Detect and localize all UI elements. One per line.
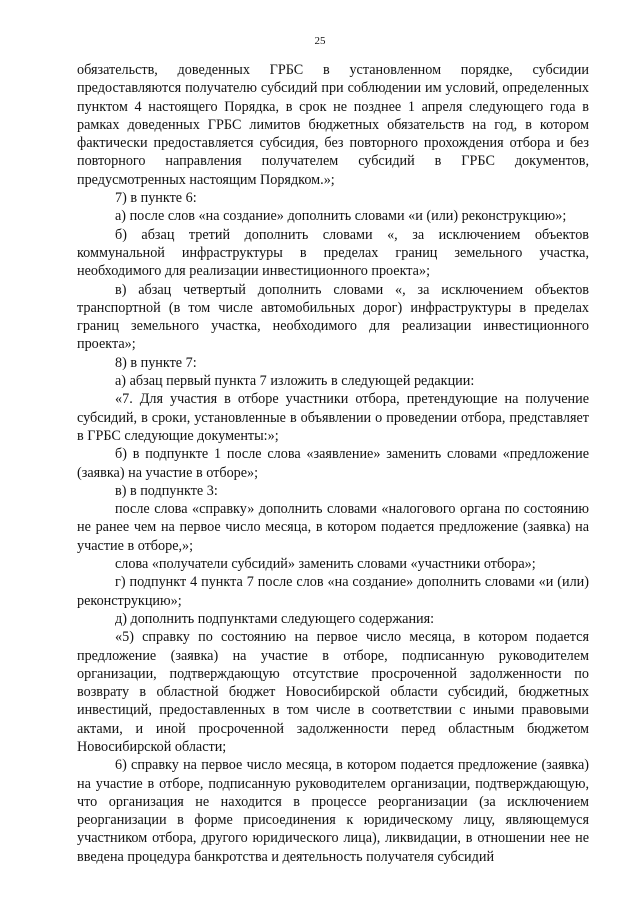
paragraph: а) абзац первый пункта 7 изложить в следующей редакции: [115,373,475,390]
paragraph: д) дополнить подпунктами следующего содержания: [115,610,435,627]
paragraph: г) подпункт 4 пункта 7 после слов «на создание» дополнить словами «и (или) реконструкцию»; [77,574,589,609]
paragraph: 7) в пункте 6: [115,190,197,207]
paragraph: «5) справку по состоянию на первое число месяца, в котором подается предложение (заявка) на участие в отборе, подписанную руководителем организации, подтверждающую отсутствие просроченной задолженности по возврату в областной бюджет Новосибирской области субсидий, бюджетных инвестиций, предоставленных в том числе в соответствии с иными правовыми актами, и иной просроченной задолженности перед областным бюджетом Новосибирской области; [77,629,589,755]
paragraph: после слова «справку» дополнить словами «налогового органа по состоянию не ранее чем на первое число месяца, в котором подается предложение (заявка) на участие в отборе,»; [77,501,589,554]
paragraph: «7. Для участия в отборе участники отбора, претендующие на получение субсидий, в сроки, установленные в объявлении о проведении отбора, представляет в ГРБС следующие документы:»; [77,391,589,444]
paragraph: в) в подпункте 3: [115,482,218,499]
paragraph: а) после слов «на создание» дополнить словами «и (или) реконструкцию»; [115,208,567,225]
paragraph: слова «получатели субсидий» заменить словами «участники отбора»; [115,556,536,573]
paragraph: обязательств, доведенных ГРБС в установленном порядке, субсидии предоставляются получателю субсидий при соблюдении им условий, определенных пунктом 4 настоящего Порядка, в срок не позднее 1 апреля следующего года в рамках доведенных ГРБС лимитов бюджетных обязательств на год, в котором фактически предоставляется субсидия, без повторного прохождения отбора и без повторного направления получателем субсидий в ГРБС документов, предусмотренных настоящим Порядком.»; [77,62,589,188]
paragraph: б) абзац третий дополнить словами «, за исключением объектов коммунальной инфраструктуры в пределах границ земельного участка, необходимого для реализации инвестиционного проекта»; [77,226,589,280]
document-body [77,61,589,866]
page-number: 25 [314,35,326,47]
paragraph: 8) в пункте 7: [115,354,197,371]
paragraph: б) в подпункте 1 после слова «заявление» заменить словами «предложение (заявка) на участие в отборе»; [77,446,589,481]
paragraph: в) абзац четвертый дополнить словами «, за исключением объектов транспортной (в том числе автомобильных дорог) инфраструктуры в пределах границ земельного участка, необходимого для реализации инвестиционного проекта»; [77,281,589,353]
paragraph: 6) справку на первое число месяца, в котором подается предложение (заявка) на участие в отборе, подписанную руководителем организации, подтверждающую, что организация не находится в процессе реорганизации (за исключением реорганизации в форме присоединения к юридическому лицу, являющемуся участником отбора, другого юридического лица), ликвидации, в отношении нее не введена процедура банкротства и деятельность получателя субсидий [77,757,589,865]
